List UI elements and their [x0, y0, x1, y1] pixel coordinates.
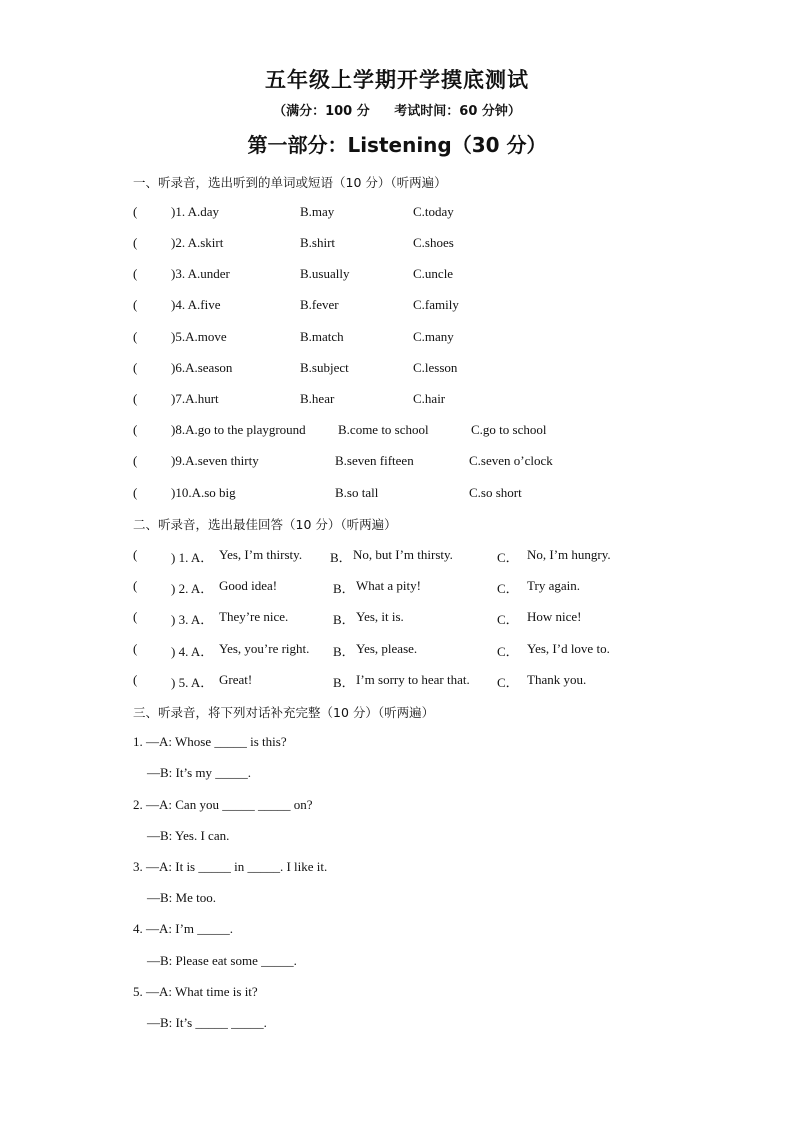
dialogue-line: 3. —A: It is _____ in _____. I like it. [133, 859, 328, 874]
answer-blank [133, 672, 214, 690]
dialogue-line: 1. —A: Whose _____ is this? [133, 734, 287, 749]
option-b: What a pity! [356, 578, 421, 593]
option-c-label: C． [497, 612, 519, 627]
option-c: C.seven o’clock [469, 453, 553, 468]
option-a: Good idea! [219, 578, 278, 593]
score-info: （满分：100 分 [273, 104, 370, 119]
exam-info [0, 100, 794, 119]
paren-open: ( [133, 235, 138, 250]
answer-blank [133, 485, 236, 501]
paren-open: ( [133, 547, 138, 562]
option-c: C.go to school [471, 422, 547, 437]
paren-open: ( [133, 422, 138, 437]
answer-blank [133, 641, 214, 659]
option-b: No, but I’m thirsty. [353, 547, 453, 562]
paren-open: ( [133, 609, 138, 624]
option-c: How nice! [527, 609, 582, 624]
question-number: ) 4. A． [171, 644, 214, 659]
option-b: B.hear [300, 391, 335, 406]
option-b: B.may [300, 204, 335, 219]
option-b-label: B． [333, 644, 355, 659]
paren-open: ( [133, 672, 138, 687]
paren-open: ( [133, 329, 138, 344]
question-number: ) 5. A． [171, 675, 214, 690]
dialogue-line: 4. —A: I’m _____. [133, 921, 234, 936]
option-c-label: C． [497, 675, 519, 690]
answer-blank [133, 547, 214, 565]
option-b: B.seven fifteen [335, 453, 414, 468]
option-b: Yes, please. [356, 641, 418, 656]
paren-open: ( [133, 641, 138, 656]
option-a: They’re nice. [219, 609, 289, 624]
question-number: ) 1. A． [171, 550, 214, 565]
question-number: )1. A.day [171, 204, 220, 219]
question-row [0, 235, 794, 255]
question-number: )9.A.seven thirty [171, 453, 259, 468]
question-number: ) 3. A． [171, 612, 214, 627]
question-row [0, 672, 794, 692]
paren-open: ( [133, 297, 138, 312]
question-row [0, 485, 794, 505]
option-c-label: C． [497, 550, 519, 565]
paren-open: ( [133, 485, 138, 500]
question-number: )10.A.so big [171, 485, 236, 500]
option-b: B.come to school [338, 422, 429, 437]
answer-blank [133, 297, 221, 313]
dialogue-line: —B: It’s _____ _____. [147, 1015, 267, 1030]
paren-open: ( [133, 360, 138, 375]
paren-open: ( [133, 391, 138, 406]
option-c: Thank you. [527, 672, 587, 687]
option-b: B.shirt [300, 235, 336, 250]
answer-blank [133, 422, 306, 438]
part-title: 第一部分：Listening（30 分） [247, 133, 547, 157]
option-b: B.subject [300, 360, 349, 375]
paren-open: ( [133, 578, 138, 593]
option-b-label: B． [333, 675, 355, 690]
option-b: B.match [300, 329, 344, 344]
question-row [0, 547, 794, 567]
question-row [0, 578, 794, 598]
question-number: )5.A.move [171, 329, 227, 344]
answer-blank [133, 578, 214, 596]
dialogue-line: —B: It’s my _____. [147, 765, 252, 780]
question-number: )2. A.skirt [171, 235, 224, 250]
paren-open: ( [133, 266, 138, 281]
option-c: No, I’m hungry. [527, 547, 611, 562]
answer-blank [133, 235, 224, 251]
question-number: ) 2. A． [171, 581, 214, 596]
dialogue-line: —B: Me too. [147, 890, 216, 905]
time-info: 考试时间：60 分钟） [394, 104, 521, 119]
question-row [0, 641, 794, 661]
option-b: B.usually [300, 266, 350, 281]
option-c: C.many [413, 329, 454, 344]
option-c-label: C． [497, 581, 519, 596]
option-c: C.today [413, 204, 454, 219]
answer-blank [133, 204, 220, 220]
option-b: I’m sorry to hear that. [356, 672, 470, 687]
option-c: C.shoes [413, 235, 454, 250]
option-c: Yes, I’d love to. [527, 641, 610, 656]
dialogue-line: —B: Yes. I can. [147, 828, 230, 843]
option-c: C.hair [413, 391, 446, 406]
question-row [0, 297, 794, 317]
dialogue-line: —B: Please eat some _____. [147, 953, 297, 968]
section1-heading: 一、听录音，选出听到的单词或短语（10 分）（听两遍） [133, 175, 447, 190]
option-c: C.uncle [413, 266, 454, 281]
option-b-label: B． [333, 581, 355, 596]
option-a: Yes, I’m thirsty. [219, 547, 303, 562]
section3-heading: 三、听录音，将下列对话补充完整（10 分）（听两遍） [133, 705, 435, 720]
question-row [0, 391, 794, 411]
page-title: 五年级上学期开学摸底测试 [265, 68, 529, 92]
question-number: )7.A.hurt [171, 391, 219, 406]
question-number: )6.A.season [171, 360, 233, 375]
option-c: C.so short [469, 485, 522, 500]
option-c: C.family [413, 297, 459, 312]
paren-open: ( [133, 204, 138, 219]
option-a: Yes, you’re right. [219, 641, 310, 656]
question-number: )3. A.under [171, 266, 230, 281]
option-b-label: B． [333, 612, 355, 627]
dialogue-line: 2. —A: Can you _____ _____ on? [133, 797, 313, 812]
dialogue-line: 5. —A: What time is it? [133, 984, 258, 999]
question-row [0, 329, 794, 349]
answer-blank [133, 360, 233, 376]
paren-open: ( [133, 453, 138, 468]
question-row [0, 453, 794, 473]
option-b-label: B． [330, 550, 352, 565]
question-row [0, 360, 794, 380]
option-c: C.lesson [413, 360, 458, 375]
option-b: Yes, it is. [356, 609, 404, 624]
question-row [0, 266, 794, 286]
option-c: Try again. [527, 578, 580, 593]
option-a: Great! [219, 672, 253, 687]
answer-blank [133, 609, 214, 627]
answer-blank [133, 329, 227, 345]
answer-blank [133, 266, 230, 282]
question-number: )8.A.go to the playground [171, 422, 306, 437]
section2-heading: 二、听录音，选出最佳回答（10 分）（听两遍） [133, 517, 397, 532]
question-row [0, 422, 794, 442]
option-c-label: C． [497, 644, 519, 659]
question-row [0, 204, 794, 224]
option-b: B.so tall [335, 485, 379, 500]
question-row [0, 609, 794, 629]
answer-blank [133, 453, 259, 469]
answer-blank [133, 391, 219, 407]
option-b: B.fever [300, 297, 339, 312]
question-number: )4. A.five [171, 297, 221, 312]
